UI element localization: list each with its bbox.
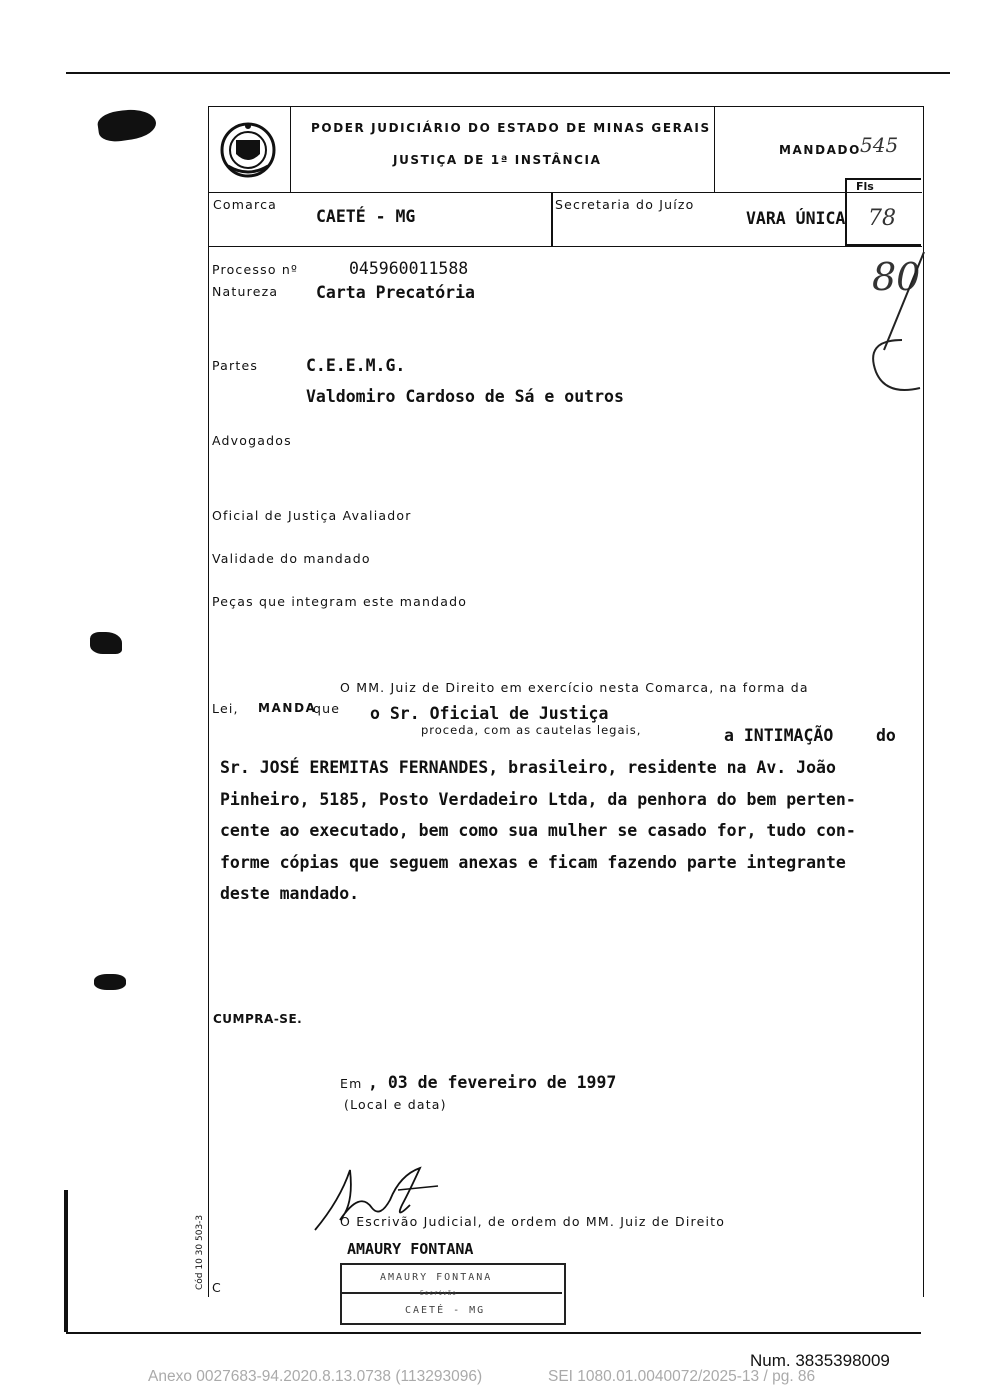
cumpra-se: CUMPRA-SE. <box>213 1012 303 1026</box>
body-line: Sr. JOSÉ EREMITAS FERNANDES, brasileiro, residente na Av. João <box>220 758 836 777</box>
left-margin-bar <box>64 1190 68 1332</box>
side-code: Cód 10 30 503-3 <box>195 1214 205 1290</box>
body-line: Pinheiro, 5185, Posto Verdadeiro Ltda, da penhora do bem perten- <box>220 790 856 809</box>
pecas-label: Peças que integram este mandado <box>212 594 468 609</box>
fls-box-number: 78 <box>868 206 896 231</box>
corner-mark: C <box>212 1280 222 1295</box>
stamp-line-3: CAETÉ - MG <box>405 1305 486 1316</box>
intro-oficial: o Sr. Oficial de Justiça <box>370 704 609 723</box>
intro-manda: MANDA <box>258 701 317 715</box>
comarca-value: CAETÉ - MG <box>316 207 416 226</box>
signer-name: AMAURY FONTANA <box>347 1240 474 1258</box>
advogados-label: Advogados <box>212 433 292 448</box>
mandado-label: MANDADO <box>779 143 861 157</box>
seal-cell <box>208 106 291 192</box>
secretaria-label: Secretaria do Juízo <box>555 197 695 212</box>
fls-label: Fls <box>856 180 874 193</box>
parte-2: Valdomiro Cardoso de Sá e outros <box>306 387 624 406</box>
coat-of-arms-icon <box>208 106 290 192</box>
scan-blot <box>94 974 126 990</box>
local-data-label: (Local e data) <box>344 1097 447 1112</box>
natureza-label: Natureza <box>212 284 279 299</box>
intro-intimacao: a INTIMAÇÃO <box>724 726 834 745</box>
escrivao-line: O Escrivão Judicial, de ordem do MM. Juiz de Direito <box>340 1214 726 1229</box>
row-divider <box>551 192 553 246</box>
intro-proceda: proceda, com as cautelas legais, <box>421 723 642 737</box>
scan-blot <box>96 106 158 144</box>
handwritten-initial-mark <box>862 250 932 400</box>
scan-blot <box>90 632 122 654</box>
anexo-reference: Anexo 0027683-94.2020.8.13.0738 (113293096) <box>148 1368 483 1385</box>
document-num: Num. 3835398009 <box>750 1351 890 1370</box>
intro-do: do <box>876 726 896 745</box>
comarca-label: Comarca <box>213 197 278 212</box>
validade-label: Validade do mandado <box>212 551 371 566</box>
processo-label: Processo nº <box>212 262 299 277</box>
oficial-label: Oficial de Justiça Avaliador <box>212 508 412 523</box>
body-line: cente ao executado, bem como sua mulher se casado for, tudo con- <box>220 821 856 840</box>
body-line: deste mandado. <box>220 884 360 903</box>
mandado-number: 545 <box>860 133 899 157</box>
handwritten-fls-number: 80 <box>872 255 921 299</box>
natureza-value: Carta Precatória <box>316 283 475 302</box>
intro-que: que <box>313 701 341 716</box>
bottom-rule <box>66 1332 921 1334</box>
parte-1: C.E.E.M.G. <box>306 356 406 375</box>
body-line: forme cópias que seguem anexas e ficam fazendo parte integrante <box>220 853 846 872</box>
partes-label: Partes <box>212 358 259 373</box>
intro-line: O MM. Juiz de Direito em exercício nesta Comarca, na forma da <box>340 680 809 695</box>
top-rule <box>66 72 950 74</box>
court-title: PODER JUDICIÁRIO DO ESTADO DE MINAS GERAIS <box>311 121 711 135</box>
processo-value: 045960011588 <box>349 259 469 278</box>
header-title-cell <box>290 106 715 192</box>
em-label: Em <box>340 1076 363 1091</box>
stamp-line-2: Escrivão <box>420 1290 457 1297</box>
secretaria-value: VARA ÚNICA <box>746 209 846 228</box>
intro-lei: Lei, <box>212 701 239 716</box>
sei-reference: SEI 1080.01.0040072/2025-13 / pg. 86 <box>548 1368 816 1385</box>
stamp-line-1: AMAURY FONTANA <box>380 1272 493 1283</box>
date-value: , 03 de fevereiro de 1997 <box>368 1073 617 1092</box>
court-subtitle: JUSTIÇA DE 1ª INSTÂNCIA <box>393 153 602 167</box>
